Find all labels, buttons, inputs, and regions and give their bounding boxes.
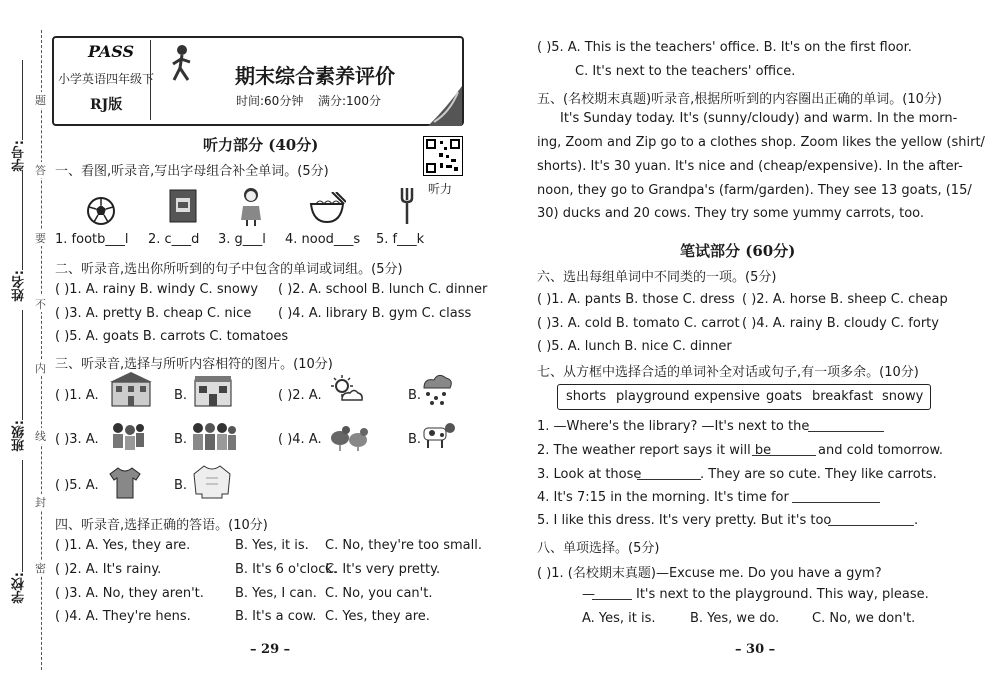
s8-answer-dash: — <box>582 587 595 602</box>
hens-icon <box>328 420 370 456</box>
s5-line: 30) ducks and 20 cows. They try some yummy carrots, too. <box>537 206 925 221</box>
s3-item-a: ( )1. A. <box>55 388 99 403</box>
cut-mark: 密 <box>35 562 46 575</box>
name-line <box>22 170 23 270</box>
s4-row-b: B. It's 6 o'clock. <box>235 562 338 577</box>
s7-item: 4. It's 7:15 in the morning. It's time for <box>537 490 789 505</box>
section-4-title: 四、听录音,选择正确的答语。(10分) <box>55 518 268 533</box>
s7-tail: and cold tomorrow. <box>818 443 944 458</box>
qr-code[interactable] <box>423 136 463 176</box>
runner-icon <box>170 44 194 88</box>
s3-item-b: B. <box>174 478 188 493</box>
word-bank-word: goats <box>766 389 803 404</box>
cut-mark: 线 <box>35 430 46 443</box>
qr-label: 听力 <box>428 182 453 196</box>
s7-item: 1. —Where's the library? —It's next to the <box>537 419 810 434</box>
word-bank-word: breakfast <box>812 389 874 404</box>
section-6-title: 六、选出每组单词中不同类的一项。(5分) <box>537 270 777 285</box>
answer-blank[interactable] <box>828 525 914 526</box>
exam-title: 期末综合素养评价 <box>235 64 395 88</box>
s8-question: ( )1. (名校期末真题)—Excuse me. Do you have a gym? <box>537 566 882 581</box>
word-bank-word: playground <box>616 389 690 404</box>
q5-line: ( )5. A. This is the teachers' office. B. It's on the first floor. <box>537 40 912 55</box>
s5-line: ing, Zoom and Zip go to a clothes shop. Zoom likes the yellow (shirt/ <box>537 135 985 150</box>
s4-row-b: B. Yes, I can. <box>235 586 317 601</box>
answer-blank[interactable] <box>792 502 880 503</box>
answer-blank[interactable] <box>592 599 632 600</box>
s3-item-a: ( )4. A. <box>278 432 322 447</box>
s2-row: ( )2. A. school B. lunch C. dinner <box>278 282 488 297</box>
s4-row-c: C. Yes, they are. <box>325 609 430 624</box>
s2-row: ( )3. A. pretty B. cheap C. nice <box>55 306 252 321</box>
s8-option: A. Yes, it is. <box>582 611 656 626</box>
s8-option: B. Yes, we do. <box>690 611 780 626</box>
s3-item-a: ( )2. A. <box>278 388 322 403</box>
school-label: 学校: <box>12 572 27 604</box>
written-section-title: 笔试部分 (60分) <box>680 242 796 260</box>
sunny-icon <box>328 374 364 408</box>
s4-row-a: ( )4. A. They're hens. <box>55 609 191 624</box>
student-number-line <box>22 60 23 140</box>
cut-mark: 题 <box>35 94 46 107</box>
s4-row-a: ( )1. A. Yes, they are. <box>55 538 191 553</box>
s7-tail: . <box>914 513 919 528</box>
s1-item: 2. c___d <box>148 232 200 247</box>
cut-mark: 答 <box>35 164 46 177</box>
section-1-title: 一、看图,听录音,写出字母组合补全单词。(5分) <box>55 164 329 179</box>
tshirt-icon <box>108 466 142 504</box>
s6-row: ( )2. A. horse B. sheep C. cheap <box>742 292 948 307</box>
page-number-left: – 29 – <box>250 642 291 657</box>
s4-row-b: B. It's a cow. <box>235 609 317 624</box>
answer-blank[interactable] <box>637 479 701 480</box>
answer-blank[interactable] <box>808 431 884 432</box>
s6-row: ( )1. A. pants B. those C. dress <box>537 292 735 307</box>
s2-row: ( )4. A. library B. gym C. class <box>278 306 472 321</box>
s8-option: C. No, we don't. <box>812 611 916 626</box>
listening-section-title: 听力部分 (40分) <box>203 136 319 154</box>
s4-row-a: ( )2. A. It's rainy. <box>55 562 162 577</box>
s4-row-b: B. Yes, it is. <box>235 538 309 553</box>
s2-row: ( )1. A. rainy B. windy C. snowy <box>55 282 259 297</box>
girl-icon <box>237 186 265 230</box>
name-label: 姓名: <box>12 270 27 302</box>
page-number-right: – 30 – <box>735 642 776 657</box>
s2-row: ( )5. A. goats B. carrots C. tomatoes <box>55 329 289 344</box>
s5-line: It's Sunday today. It's (sunny/cloudy) and warm. In the morn- <box>560 111 958 126</box>
page-curl-icon <box>428 86 462 130</box>
answer-blank[interactable] <box>752 455 816 456</box>
header-divider <box>150 40 152 120</box>
s1-item: 1. footb___l <box>55 232 129 247</box>
q5-line: C. It's next to the teachers' office. <box>575 64 796 79</box>
school-line <box>22 460 23 572</box>
s5-line: noon, they go to Grandpa's (farm/garden). They see 13 goats, (15/ <box>537 183 972 198</box>
sweater-icon <box>192 464 232 504</box>
s3-item-b: B. <box>408 388 422 403</box>
exam-score: 满分:100分 <box>318 94 381 108</box>
cows-icon <box>420 418 460 456</box>
s6-row: ( )3. A. cold B. tomato C. carrot <box>537 316 740 331</box>
section-2-title: 二、听录音,选出你所听到的句子中包含的单词或词组。(5分) <box>55 262 403 277</box>
word-bank-word: shorts <box>566 389 607 404</box>
s3-item-a: ( )5. A. <box>55 478 99 493</box>
grade-label: 小学英语四年级下 <box>58 72 155 86</box>
cut-mark: 要 <box>35 232 46 245</box>
section-5-title: 五、(名校期末真题)听录音,根据所听到的内容圈出正确的单词。(10分) <box>537 92 942 107</box>
snowy-icon <box>420 372 454 410</box>
class-line <box>22 310 23 420</box>
fork-icon <box>400 188 414 228</box>
card-icon <box>168 188 198 228</box>
section-3-title: 三、听录音,选择与所听内容相符的图片。(10分) <box>55 357 333 372</box>
cut-mark: 不 <box>35 298 46 311</box>
s4-row-c: C. No, you can't. <box>325 586 433 601</box>
s7-tail: . They are so cute. They like carrots. <box>700 467 937 482</box>
word-bank-word: expensive <box>694 389 761 404</box>
noodles-icon <box>308 192 346 228</box>
class-label: 班级: <box>12 420 27 452</box>
s3-item-a: ( )3. A. <box>55 432 99 447</box>
s3-item-b: B. <box>408 432 422 447</box>
football-icon <box>86 196 116 230</box>
library-building-icon <box>193 372 233 412</box>
s4-row-a: ( )3. A. No, they aren't. <box>55 586 204 601</box>
cut-mark: 内 <box>35 362 46 375</box>
s7-item: 2. The weather report says it will be <box>537 443 772 458</box>
s4-row-c: C. No, they're too small. <box>325 538 482 553</box>
section-7-title: 七、从方框中选择合适的单词补全对话或句子,有一项多余。(10分) <box>537 365 919 380</box>
s1-item: 3. g___l <box>218 232 266 247</box>
s5-line: shorts). It's 30 yuan. It's nice and (cheap/expensive). In the after- <box>537 159 963 174</box>
s7-item: 5. I like this dress. It's very pretty. But it's too <box>537 513 832 528</box>
s7-item: 3. Look at those <box>537 467 642 482</box>
word-bank-word: snowy <box>882 389 924 404</box>
student-number-label: 学号: <box>12 140 27 172</box>
s1-item: 5. f___k <box>376 232 425 247</box>
kids-class-icon <box>190 420 236 460</box>
s1-item: 4. nood___s <box>285 232 361 247</box>
s8-answer-tail: It's next to the playground. This way, please. <box>636 587 929 602</box>
section-8-title: 八、单项选择。(5分) <box>537 541 660 556</box>
s6-row: ( )5. A. lunch B. nice C. dinner <box>537 339 732 354</box>
kids-group-icon <box>108 420 148 460</box>
s3-item-b: B. <box>174 432 188 447</box>
s4-row-c: C. It's very pretty. <box>325 562 441 577</box>
s3-item-b: B. <box>174 388 188 403</box>
exam-time: 时间:60分钟 <box>236 94 304 108</box>
pass-logo: PASS <box>88 42 135 61</box>
cut-mark: 封 <box>35 496 46 509</box>
s6-row: ( )4. A. rainy B. cloudy C. forty <box>742 316 939 331</box>
school-building-icon <box>110 372 152 412</box>
edition-label: RJ版 <box>90 97 123 113</box>
